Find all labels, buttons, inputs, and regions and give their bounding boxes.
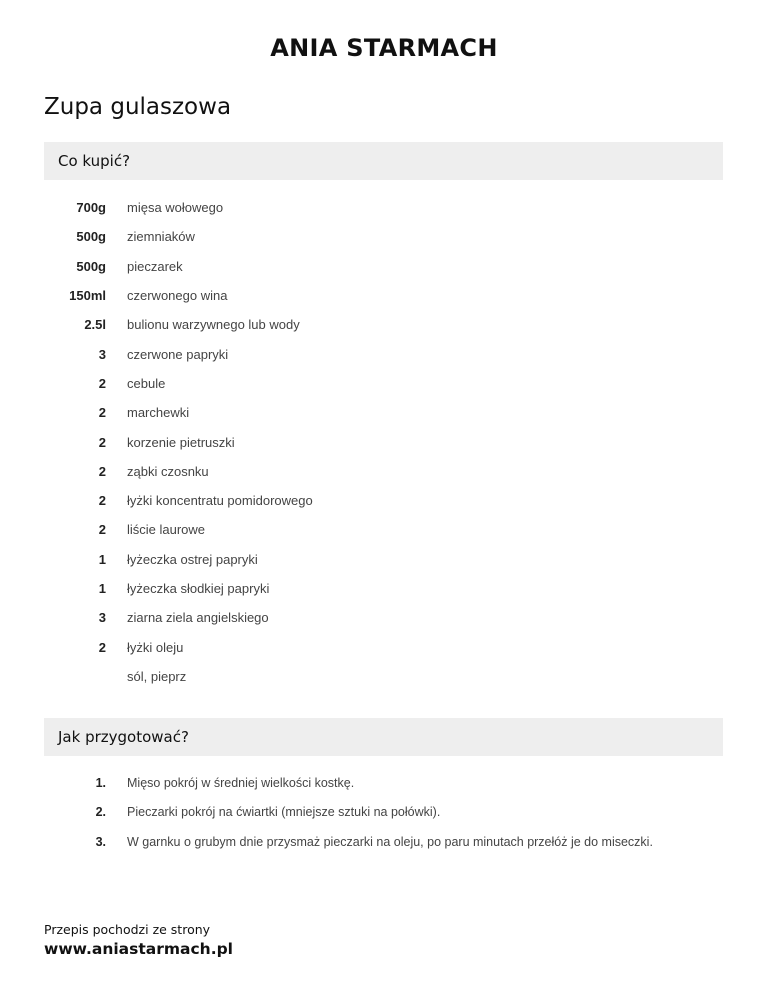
ingredient-quantity: 2 xyxy=(98,639,106,655)
ingredient-quantity: 2 xyxy=(98,405,106,421)
shopping-section-heading xyxy=(44,142,723,180)
brand-logo: ANIA STARMACH xyxy=(270,34,498,62)
ingredient-name: czerwonego wina xyxy=(127,288,228,304)
ingredient-row xyxy=(44,603,723,632)
step-list xyxy=(44,768,723,857)
ingredient-quantity: 3 xyxy=(98,610,106,626)
step-number: 3. xyxy=(95,834,106,849)
ingredient-name: łyżeczka ostrej papryki xyxy=(127,551,258,567)
ingredient-name: marchewki xyxy=(127,405,190,421)
ingredient-row xyxy=(44,369,723,398)
ingredient-quantity: 700g xyxy=(76,200,106,216)
ingredient-name: korzenie pietruszki xyxy=(127,434,235,450)
ingredient-name: liście laurowe xyxy=(127,522,206,538)
ingredient-name: ziarna ziela angielskiego xyxy=(127,610,269,626)
ingredient-quantity: 1 xyxy=(98,581,106,596)
step-text: Pieczarki pokrój na ćwiartki (mniejsze sztuki na połówki). xyxy=(127,805,441,820)
ingredient-quantity: 3 xyxy=(98,346,106,362)
step-row xyxy=(44,768,723,798)
ingredient-row xyxy=(44,662,723,691)
ingredient-name: łyżeczka słodkiej papryki xyxy=(127,581,270,596)
ingredient-row xyxy=(44,339,723,368)
ingredient-quantity: 2.5l xyxy=(84,317,106,333)
ingredient-name: pieczarek xyxy=(127,258,183,274)
ingredient-row xyxy=(44,515,723,544)
step-row xyxy=(44,827,723,857)
ingredient-quantity: 2 xyxy=(98,375,106,391)
ingredient-row xyxy=(44,222,723,251)
ingredient-quantity: 500g xyxy=(76,229,106,245)
ingredient-row xyxy=(44,281,723,310)
footer-source-label: Przepis pochodzi ze strony xyxy=(44,922,211,937)
ingredient-quantity: 2 xyxy=(98,493,106,509)
ingredient-quantity: 2 xyxy=(98,463,106,479)
ingredient-row xyxy=(44,545,723,574)
ingredient-name: ząbki czosnku xyxy=(127,463,209,479)
ingredient-row xyxy=(44,193,723,222)
step-number: 1. xyxy=(95,775,106,790)
ingredient-quantity: 2 xyxy=(98,522,106,538)
ingredient-row xyxy=(44,486,723,515)
footer-website-link[interactable]: www.aniastarmach.pl xyxy=(44,940,233,958)
ingredient-row xyxy=(44,252,723,281)
step-text: Mięso pokrój w średniej wielkości kostkę. xyxy=(127,775,355,790)
shopping-heading-label: Co kupić? xyxy=(58,152,131,170)
ingredient-quantity: 2 xyxy=(98,434,106,450)
ingredient-row xyxy=(44,427,723,456)
ingredient-name: łyżki koncentratu pomidorowego xyxy=(127,493,313,509)
ingredient-list xyxy=(44,193,723,691)
ingredient-quantity: 1 xyxy=(98,551,106,567)
ingredient-row xyxy=(44,310,723,339)
ingredient-name: cebule xyxy=(127,375,166,391)
step-text: W garnku o grubym dnie przysmaż pieczarki na oleju, po paru minutach przełóż je do miseczki. xyxy=(127,834,653,849)
ingredient-quantity: 150ml xyxy=(69,288,106,304)
ingredient-row xyxy=(44,574,723,603)
ingredient-row xyxy=(44,398,723,427)
ingredient-name: ziemniaków xyxy=(127,229,195,245)
ingredient-name: sól, pieprz xyxy=(127,668,187,684)
preparation-section-heading xyxy=(44,718,723,756)
recipe-title: Zupa gulaszowa xyxy=(44,94,232,120)
ingredient-quantity: 500g xyxy=(76,258,106,274)
ingredient-name: bulionu warzywnego lub wody xyxy=(127,317,300,333)
step-row xyxy=(44,798,723,828)
ingredient-name: łyżki oleju xyxy=(127,639,184,655)
ingredient-row xyxy=(44,632,723,661)
ingredient-row xyxy=(44,457,723,486)
preparation-heading-label: Jak przygotować? xyxy=(58,728,189,746)
step-number: 2. xyxy=(95,805,106,820)
ingredient-name: mięsa wołowego xyxy=(127,200,224,216)
ingredient-name: czerwone papryki xyxy=(127,346,229,362)
